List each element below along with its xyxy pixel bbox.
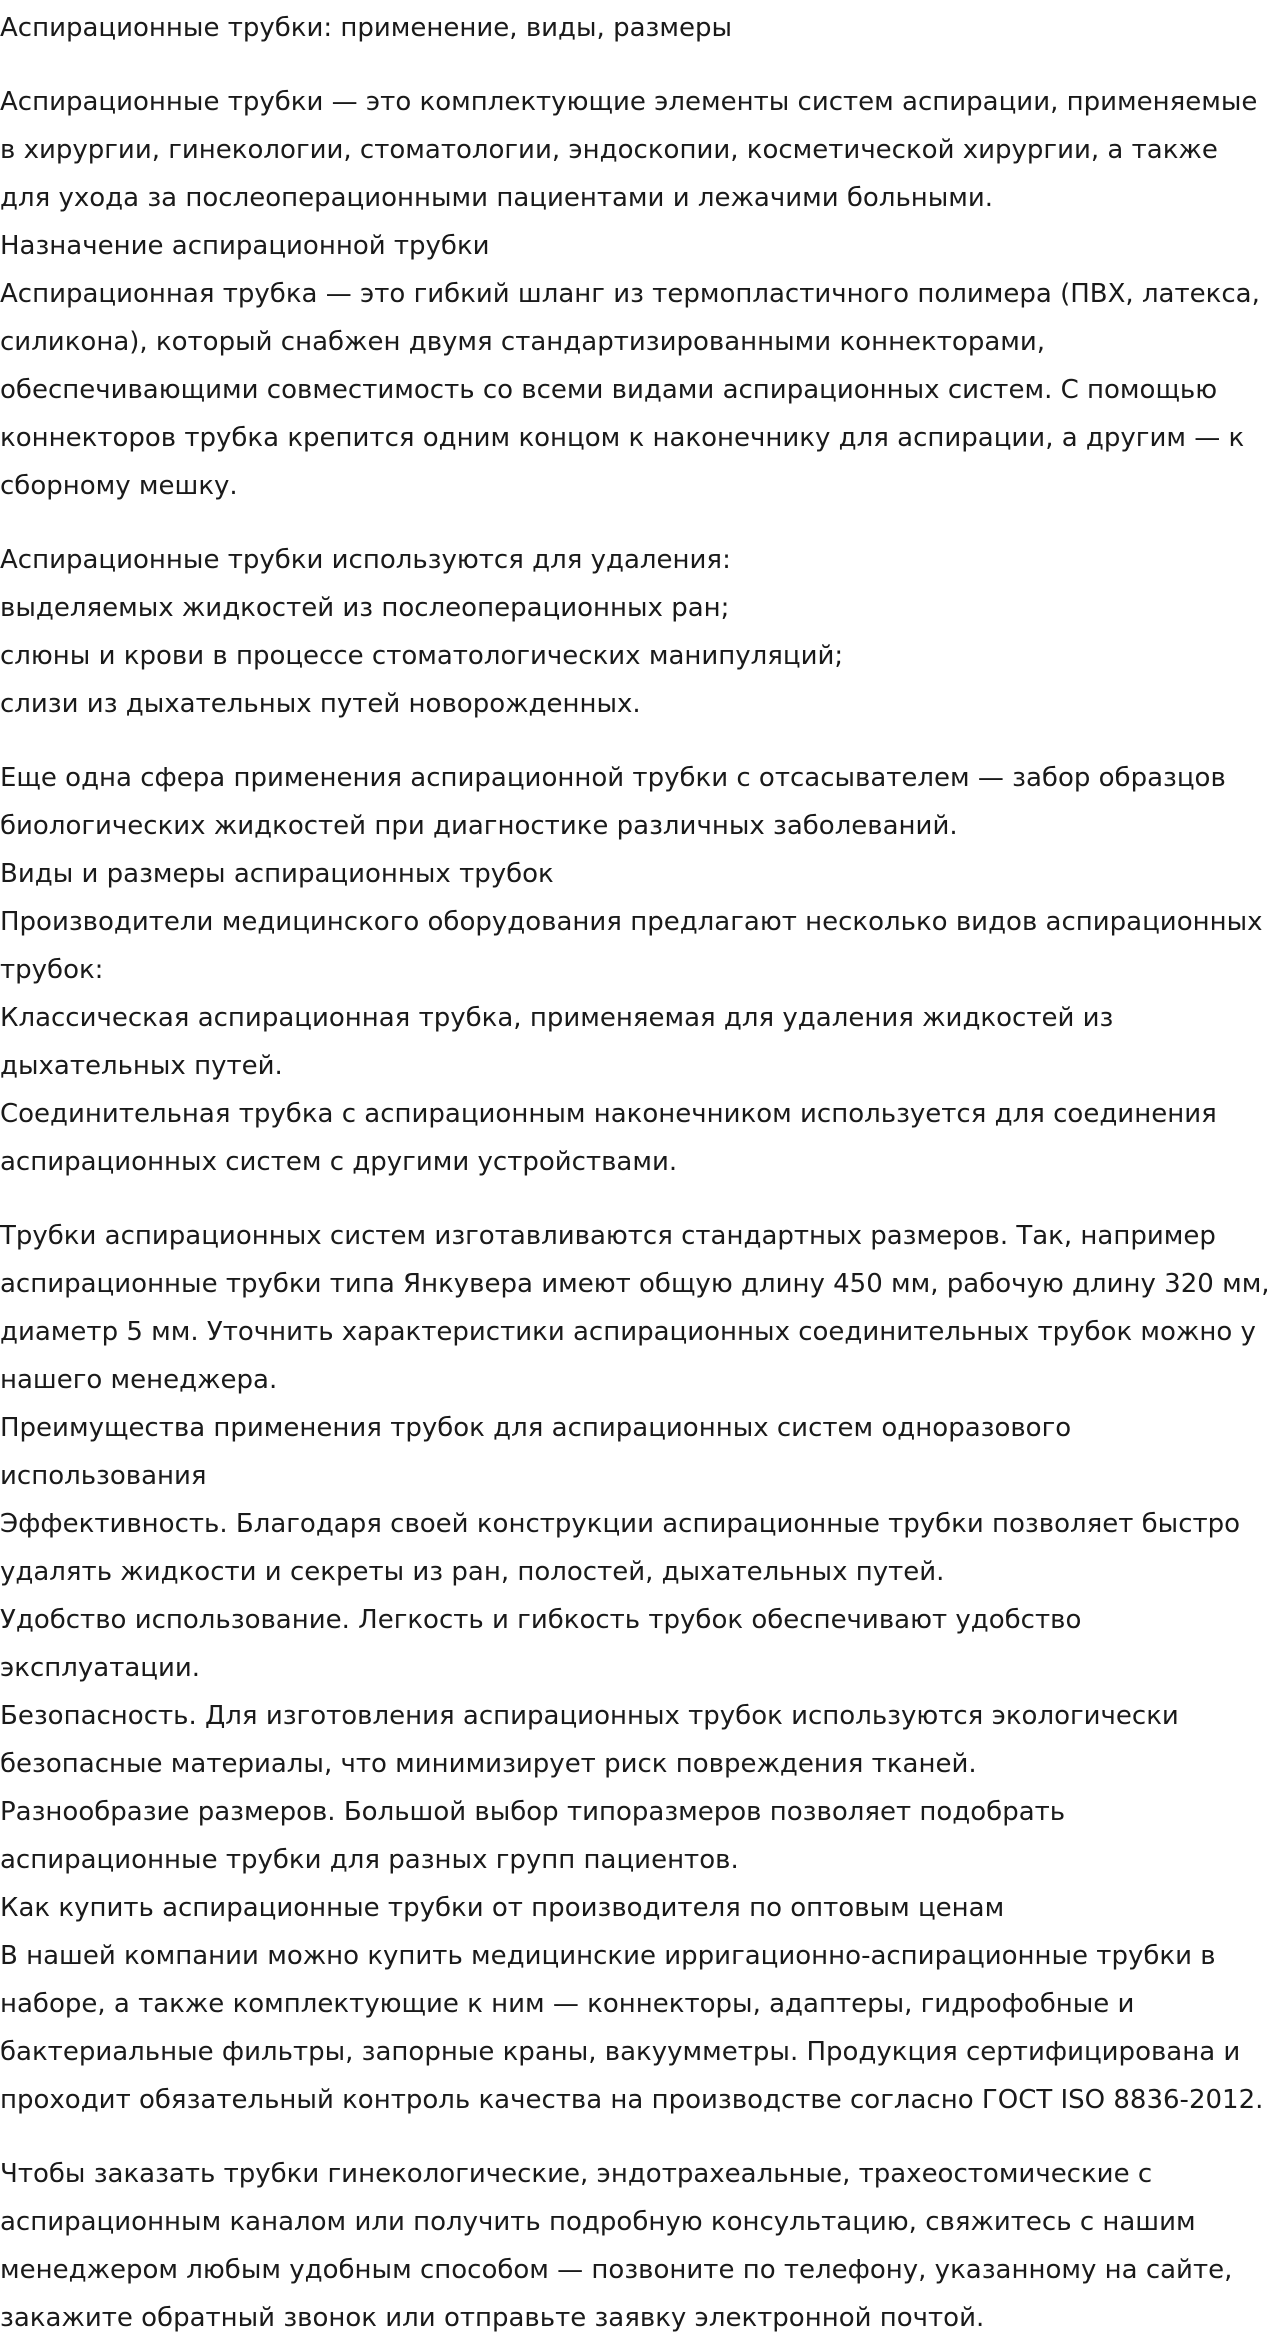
text-line: коннекторов трубка крепится одним концом к наконечнику для аспирации, а другим — к [0,423,1245,453]
text-line: Разнообразие размеров. Большой выбор типоразмеров позволяет подобрать [0,1797,1066,1827]
order-paragraph [0,2150,1270,2342]
types-intro-paragraph [0,898,1270,994]
text-line: диаметр 5 мм. Уточнить характеристики аспирационных соединительных трубок можно у [0,1317,1256,1347]
text-line: трубок: [0,955,104,985]
text-line: Эффективность. Благодаря своей конструкции аспирационные трубки позволяет быстро [0,1509,1241,1539]
text-line: аспирационные трубки для разных групп пациентов. [0,1845,739,1875]
paragraph-gap [0,728,1270,754]
text-line: Соединительная трубка с аспирационным наконечником используется для соединения [0,1099,1217,1129]
list-item: слюны и крови в процессе стоматологических манипуляций; [0,641,844,671]
text-line: Преимущества применения трубок для аспирационных систем одноразового [0,1413,1072,1443]
text-line: нашего менеджера. [0,1365,278,1395]
text-line: бактериальные фильтры, запорные краны, вакуумметры. Продукция сертифицирована и [0,2037,1241,2067]
text-line: для ухода за послеоперационными пациентами и лежачими больными. [0,183,994,213]
text-line: удалять жидкости и секреты из ран, полостей, дыхательных путей. [0,1557,945,1587]
sizes-paragraph [0,1212,1270,1404]
article [0,4,1270,2342]
list-item: слизи из дыхательных путей новорожденных. [0,689,641,719]
text-line: в хирургии, гинекологии, стоматологии, эндоскопии, косметической хирургии, а также [0,135,1218,165]
text-line: сборному мешку. [0,471,238,501]
text-line: Еще одна сфера применения аспирационной трубки с отсасывателем — забор образцов [0,763,1226,793]
text-line: Удобство использование. Легкость и гибкость трубок обеспечивают удобство [0,1605,1082,1635]
other-use-paragraph [0,754,1270,850]
text-line: биологических жидкостей при диагностике различных заболеваний. [0,811,958,841]
text-line: В нашей компании можно купить медицинские ирригационно-аспирационные трубки в [0,1941,1216,1971]
text-line: Производители медицинского оборудования предлагают несколько видов аспирационных [0,907,1263,937]
text-line: использования [0,1461,207,1491]
text-line: аспирационные трубки типа Янкувера имеют общую длину 450 мм, рабочую длину 320 мм, [0,1269,1270,1299]
buy-paragraph [0,1932,1270,2124]
text-line: дыхательных путей. [0,1051,283,1081]
section-heading-purpose: Назначение аспирационной трубки [0,231,490,261]
text-line: Классическая аспирационная трубка, применяемая для удаления жидкостей из [0,1003,1114,1033]
advantage-efficiency [0,1500,1270,1596]
text-line: Аспирационные трубки — это комплектующие элементы систем аспирации, применяемые [0,87,1258,117]
usage-list [0,584,1270,728]
text-line: менеджером любым удобным способом — позвоните по телефону, указанному на сайте, [0,2255,1233,2285]
section-heading-advantages [0,1404,1270,1500]
text-line: Трубки аспирационных систем изготавливаются стандартных размеров. Так, например [0,1221,1216,1251]
advantage-variety [0,1788,1270,1884]
paragraph-gap [0,1186,1270,1212]
type-connecting-item [0,1090,1270,1186]
paragraph-gap [0,510,1270,536]
text-line: наборе, а также комплектующие к ним — коннекторы, адаптеры, гидрофобные и [0,1989,1135,2019]
purpose-paragraph [0,270,1270,510]
advantage-safety [0,1692,1270,1788]
usage-intro: Аспирационные трубки используются для удаления: [0,545,731,575]
text-line: эксплуатации. [0,1653,201,1683]
type-classic-item [0,994,1270,1090]
text-line: проходит обязательный контроль качества на производстве согласно ГОСТ ISO 8836-2012. [0,2085,1264,2115]
text-line: Чтобы заказать трубки гинекологические, эндотрахеальные, трахеостомические с [0,2159,1153,2189]
text-line: силикона), который снабжен двумя стандартизированными коннекторами, [0,327,1046,357]
text-line: безопасные материалы, что минимизирует риск повреждения тканей. [0,1749,977,1779]
section-heading-types: Виды и размеры аспирационных трубок [0,859,554,889]
advantage-convenience [0,1596,1270,1692]
list-item: выделяемых жидкостей из послеоперационных ран; [0,593,730,623]
text-line: аспирационным каналом или получить подробную консультацию, свяжитесь с нашим [0,2207,1196,2237]
section-heading-buy: Как купить аспирационные трубки от производителя по оптовым ценам [0,1893,1005,1923]
paragraph-gap [0,2124,1270,2150]
text-line: аспирационных систем с другими устройствами. [0,1147,678,1177]
paragraph-gap [0,52,1270,78]
text-line: закажите обратный звонок или отправьте заявку электронной почтой. [0,2303,985,2333]
text-line: Аспирационная трубка — это гибкий шланг из термопластичного полимера (ПВХ, латекса, [0,279,1260,309]
page-title: Аспирационные трубки: применение, виды, размеры [0,13,732,43]
text-line: Безопасность. Для изготовления аспирационных трубок используются экологически [0,1701,1179,1731]
intro-paragraph [0,78,1270,222]
text-line: обеспечивающими совместимость со всеми видами аспирационных систем. С помощью [0,375,1218,405]
